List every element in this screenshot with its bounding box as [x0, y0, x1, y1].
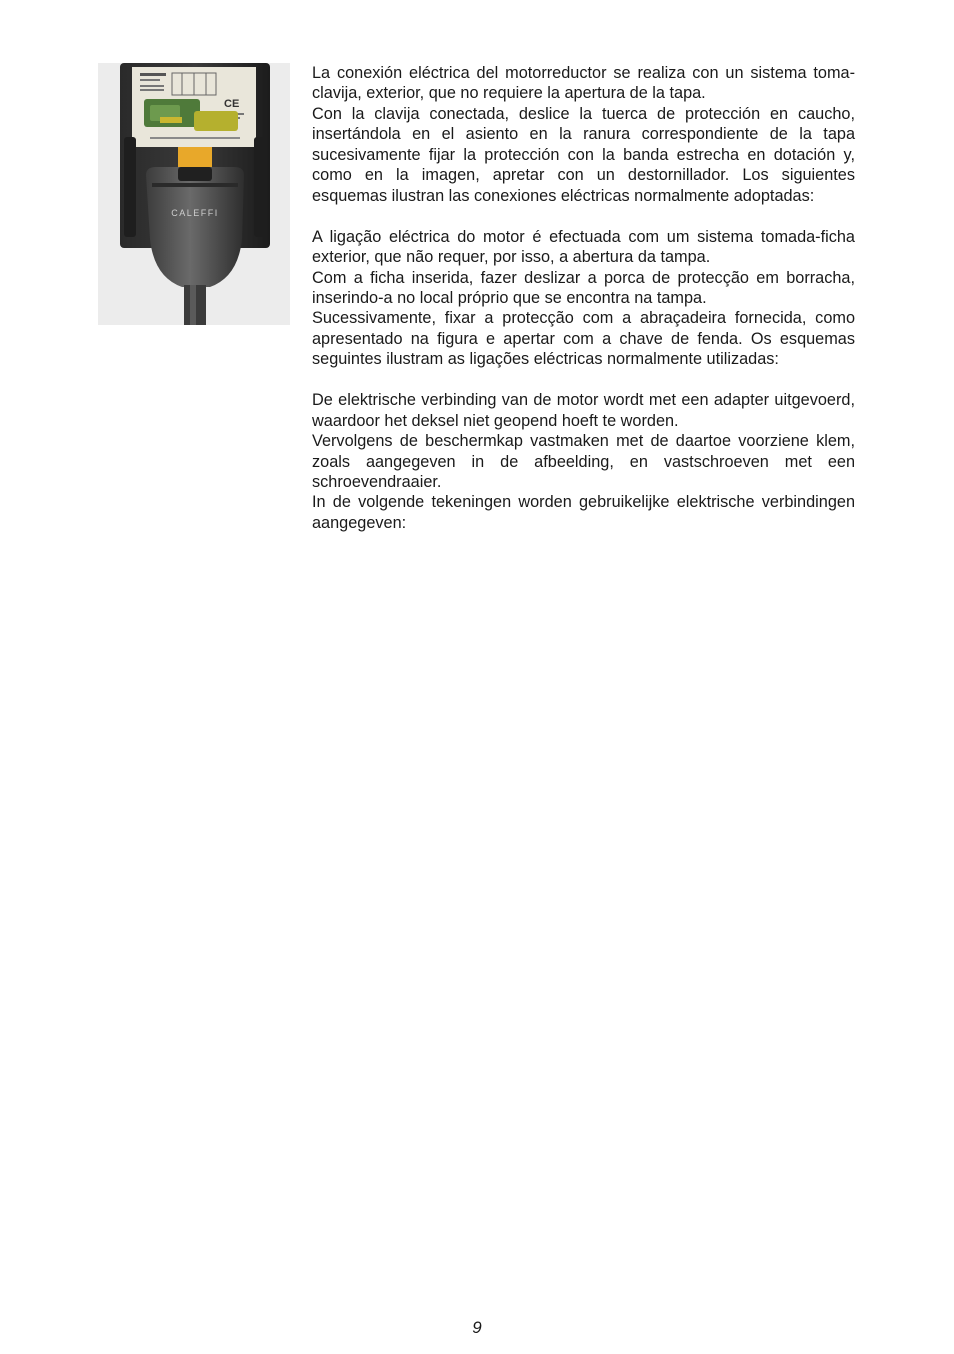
- paragraph-es-1: La conexión eléctrica del motorreductor se realiza con un sistema toma-clavija, exterior, que no requiere la apertura de la tapa.: [312, 64, 855, 103]
- motor-connector-photo: [98, 63, 290, 325]
- page-number: 9: [472, 1318, 482, 1337]
- paragraph-es-2: Con la clavija conectada, deslice la tuerca de protección en caucho, insertándola en el asiento en la ranura correspondiente de la tapa sucesivamente fijar la protección con la banda estrecha en dotación y, como en la imagen, apretar con un destornillador. Los siguientes esquemas ilustran las conexiones eléctricas normalmente adoptadas:: [312, 104, 855, 205]
- instructions-text: [312, 63, 855, 533]
- orange-strip: [178, 147, 212, 167]
- ce-mark: CE: [224, 98, 240, 110]
- plug-brand: CALEFFI: [171, 208, 219, 218]
- paragraph-pt-2: Com a ficha inserida, fazer deslizar a porca de protecção em borracha, inserindo-a no local próprio que se encontra na tampa.: [312, 268, 855, 307]
- paragraph-nl-1: De elektrische verbinding van de motor wordt met een adapter uitgevoerd, waardoor het deksel niet geopend hoeft te worden.: [312, 391, 855, 430]
- paragraph-pt-3: Sucessivamente, fixar a protecção com a abraçadeira fornecida, como apresentado na figura e apertar com a chave de fenda. Os esquemas seguintes ilustram as ligações eléctricas normalmente utilizadas:: [312, 309, 855, 369]
- paragraph-pt-1: A ligação eléctrica do motor é efectuada com um sistema tomada-ficha exterior, que não requer, por isso, a abertura da tampa.: [312, 227, 855, 267]
- paragraph-nl-3: In de volgende tekeningen worden gebruikelijke elektrische verbindingen aangegeven:: [312, 493, 855, 532]
- connector-illustration: [98, 63, 290, 325]
- paragraph-nl-2: Vervolgens de beschermkap vastmaken met de daartoe voorziene klem, zoals aangegeven in de afbeelding, en vastschroeven met een schroevendraaier.: [312, 432, 855, 492]
